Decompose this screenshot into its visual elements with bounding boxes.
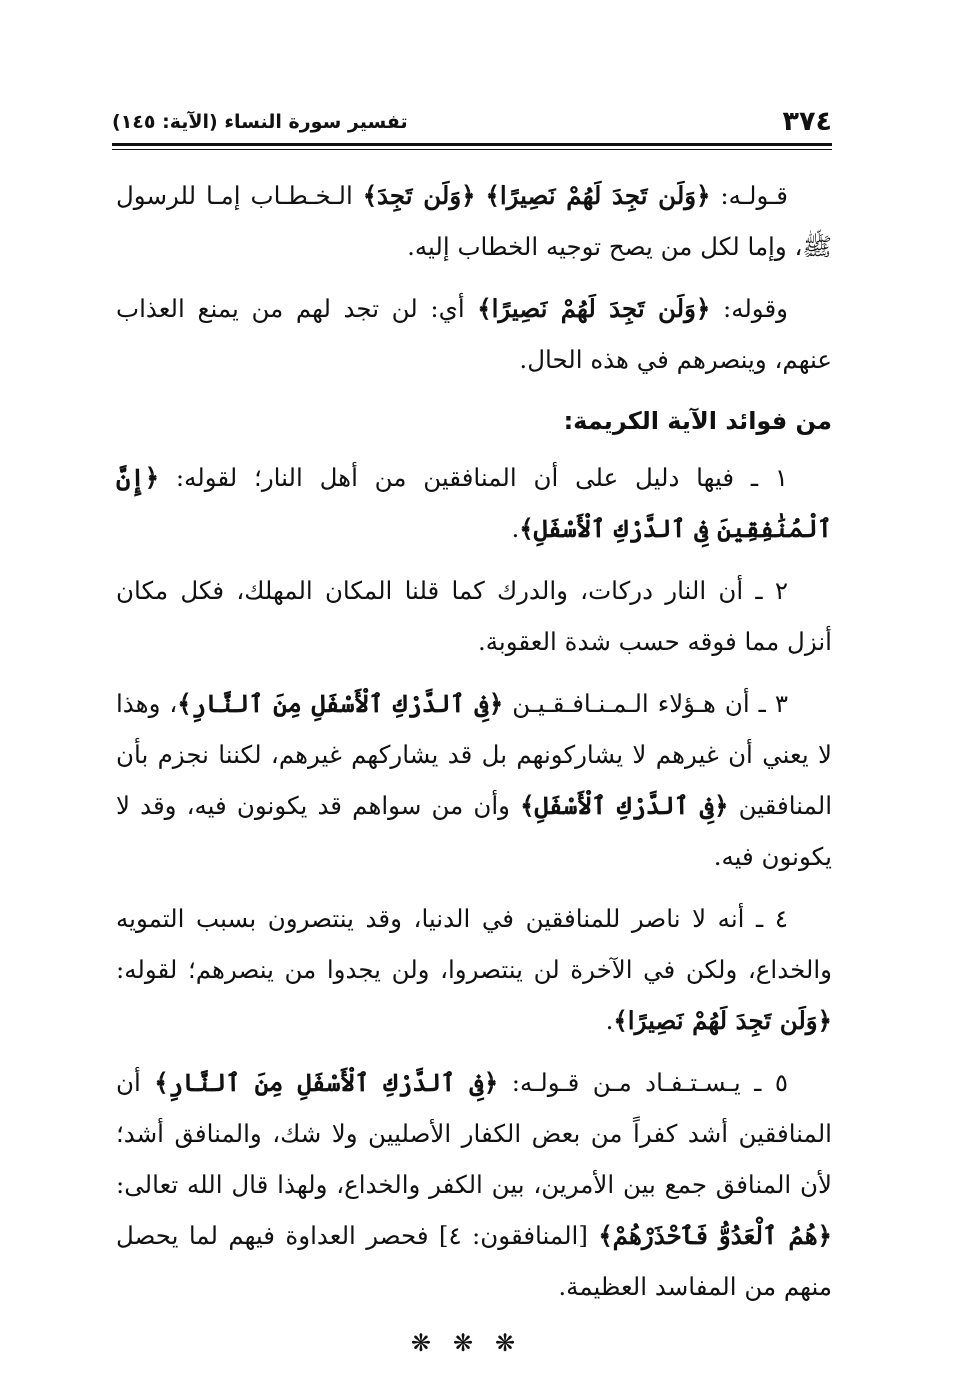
text-segment: ٢ ـ أن النار دركات، والدرك كما قلنا المكان المهلك، فكل مكان أنزل مما فوقه حسب شدة العقوبة. [116,576,832,656]
benefit-2 [116,565,832,667]
benefits-heading: من فوائد الآية الكريمة: [563,407,832,435]
text-segment: ٣ ـ أن هـؤلاء الـمـنـافـقـيـن [503,689,788,718]
text-segment: أي: لن تجد لهم من يمنع العذاب عنهم، وينصرهم في هذه الحال. [116,294,832,374]
text-segment: ٤ ـ أنه لا ناصر للمنافقين في الدنيا، وقد ينتصرون بسبب التمويه والخداع، ولكن في الآخرة لن ينتصروا، ولن يجدوا من ينصرهم؛ لقوله: [116,904,832,984]
quran-quote: ﴿فِى ٱلدَّرْكِ ٱلْأَسْفَلِ مِنَ ٱلنَّارِ﴾ [177,689,504,718]
text-segment: ٥ ـ يـسـتـفـاد مـن قـولـه: [498,1068,788,1097]
section-separator-icon: ❋❋❋ [410,1329,538,1357]
quran-quote: ﴿وَلَن تَجِدَ لَهُمْ نَصِيرًا﴾ [477,294,711,323]
quran-quote: ﴿وَلَن تَجِدَ لَهُمْ نَصِيرًا﴾ [485,181,711,210]
quran-quote: ﴿فِى ٱلدَّرْكِ ٱلْأَسْفَلِ﴾ [520,791,729,820]
text-segment: وأن من سواهم قد يكونون فيه، وقد لا يكونون فيه. [116,791,832,871]
text-segment: الـخـطـاب إمـا للرسول ﷺ، وإما لكل من يصح توجيه الخطاب إليه. [116,181,832,261]
quran-quote: ﴿وَلَن تَجِدَ لَهُمْ نَصِيرًا﴾ [613,1006,832,1035]
quran-quote: ﴿وَلَن تَجِدَ﴾ [362,181,476,210]
quran-quote: ﴿هُمُ ٱلْعَدُوُّ فَٱحْذَرْهُمْ﴾ [598,1221,832,1250]
header-rule-thin [112,149,832,150]
page-content [116,170,832,1363]
text-segment: قـولـه: [710,181,788,210]
benefit-3 [116,678,832,882]
commentary-paragraph-2 [116,283,832,385]
text-segment: ، وهذا لا يعني أن غيرهم لا يشاركونهم بل قد يشاركهم غيرهم، لكننا نجزم بأن المنافقين [116,689,833,820]
text-segment: ١ ـ فيها دليل على أن المنافقين من أهل النار؛ لقوله: [159,463,788,492]
quran-quote: ﴿فِى ٱلدَّرْكِ ٱلْأَسْفَلِ مِنَ ٱلنَّارِ﴾ [154,1068,499,1097]
commentary-paragraph-1 [116,170,832,272]
page-number: ٣٧٤ [782,106,832,137]
text-segment: . [605,1006,614,1035]
benefit-4 [116,893,832,1046]
page-header [112,96,832,142]
text-segment: أن المنافقين أشد كفراً من بعض الكفار الأصليين ولا شك، والمنافق أشد؛ لأن المنافق جمع بين الأمرين، بين الكفر والخداع، ولهذا قال الله تعالى: [116,1068,832,1199]
text-segment: . [511,514,520,543]
header-rule-thick [112,143,832,146]
text-segment: وقوله: [710,294,788,323]
benefit-1 [116,452,832,554]
text-segment [476,181,486,210]
text-segment: [المنافقون: ٤] فحصر العداوة فيهم لما يحصل منهم من المفاسد العظيمة. [116,1221,832,1301]
running-title: تفسير سورة النساء (الآية: ١٤٥) [112,111,408,133]
quran-quote: ﴿إِنَّ ٱلْمُنَٰفِقِينَ فِى ٱلدَّرْكِ ٱلْأَسْفَلِ﴾ [116,463,832,543]
benefit-5 [116,1057,832,1312]
